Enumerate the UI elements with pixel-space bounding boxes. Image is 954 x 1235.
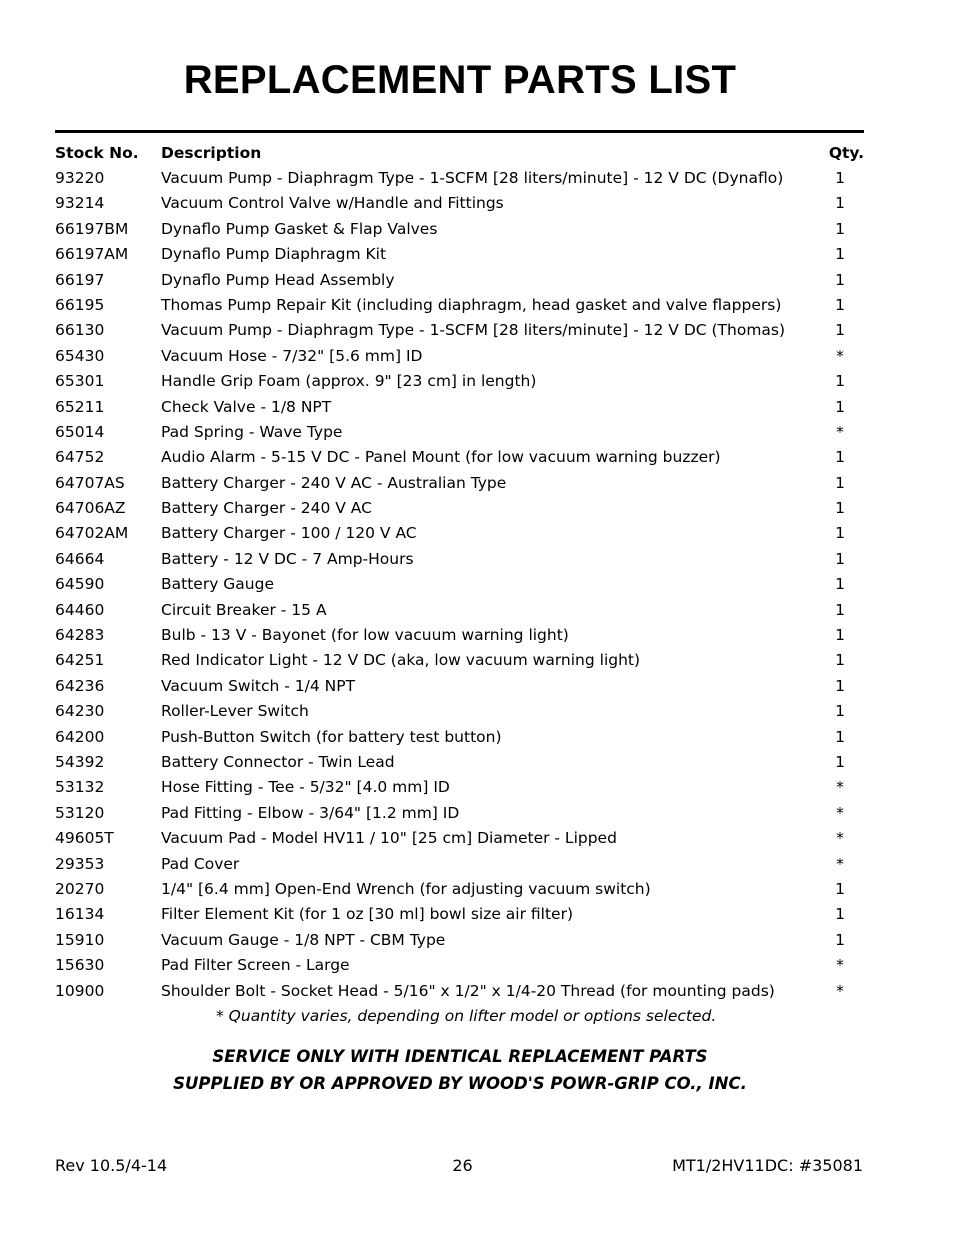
stock-no-cell: 65014	[55, 422, 105, 441]
description-cell: Dynaflo Pump Gasket & Flap Valves	[161, 219, 438, 238]
qty-cell: 1	[835, 930, 845, 949]
qty-cell: *	[836, 803, 844, 822]
qty-cell: 1	[835, 905, 845, 924]
stock-no-cell: 64752	[55, 448, 105, 467]
stock-no-cell: 64706AZ	[55, 499, 126, 518]
stock-no-cell: 66195	[55, 295, 105, 314]
description-cell: Roller-Lever Switch	[161, 702, 309, 721]
qty-cell: 1	[835, 651, 845, 670]
description-cell: Battery - 12 V DC - 7 Amp-Hours	[161, 549, 414, 568]
description-cell: Pad Cover	[161, 854, 240, 873]
qty-cell: 1	[835, 524, 845, 543]
table-body	[55, 166, 864, 1004]
description-cell: Filter Element Kit (for 1 oz [30 ml] bowl size air filter)	[161, 905, 574, 924]
description-cell: Push-Button Switch (for battery test button)	[161, 727, 502, 746]
stock-no-cell: 93220	[55, 169, 105, 187]
description-cell: 1/4" [6.4 mm] Open-End Wrench (for adjusting vacuum switch)	[161, 879, 651, 898]
stock-no-cell: 66197	[55, 270, 105, 289]
stock-no-cell: 53132	[55, 778, 105, 797]
description-cell: Hose Fitting - Tee - 5/32" [4.0 mm] ID	[161, 778, 450, 797]
description-cell: Thomas Pump Repair Kit (including diaphragm, head gasket and valve flappers)	[161, 295, 782, 314]
stock-no-cell: 65301	[55, 372, 105, 391]
table-row	[55, 369, 864, 394]
qty-cell: 1	[835, 219, 845, 238]
qty-cell: 1	[835, 499, 845, 518]
table-row	[55, 598, 864, 623]
description-cell: Bulb - 13 V - Bayonet (for low vacuum warning light)	[161, 626, 569, 645]
qty-cell: 1	[835, 575, 845, 594]
table-row	[55, 801, 864, 826]
header-qty: Qty.	[828, 144, 864, 162]
table-row	[55, 648, 864, 673]
header-stock-no: Stock No.	[55, 144, 139, 162]
qty-cell: 1	[835, 270, 845, 289]
qty-cell: 1	[835, 879, 845, 898]
description-cell: Dynaflo Pump Head Assembly	[161, 270, 395, 289]
table-row	[55, 293, 864, 318]
revision-label: Rev 10.5/4-14	[55, 1156, 168, 1175]
description-cell: Battery Connector - Twin Lead	[161, 752, 395, 771]
description-cell: Vacuum Control Valve w/Handle and Fittings	[161, 194, 504, 213]
qty-cell: 1	[835, 676, 845, 695]
description-cell: Circuit Breaker - 15 A	[161, 600, 327, 619]
stock-no-cell: 64460	[55, 600, 105, 619]
stock-no-cell: 64702AM	[55, 524, 129, 543]
table-row	[55, 750, 864, 775]
qty-cell: *	[836, 956, 844, 975]
stock-no-cell: 64283	[55, 626, 105, 645]
table-header	[55, 140, 864, 166]
description-cell: Vacuum Switch - 1/4 NPT	[161, 676, 356, 695]
stock-no-cell: 15910	[55, 930, 105, 949]
table-row	[55, 445, 864, 470]
stock-no-cell: 53120	[55, 803, 105, 822]
qty-cell: 1	[835, 473, 845, 492]
stock-no-cell: 65211	[55, 397, 105, 416]
qty-cell: 1	[835, 372, 845, 391]
stock-no-cell: 66197BM	[55, 219, 129, 238]
table-row	[55, 318, 864, 343]
description-cell: Battery Charger - 240 V AC - Australian Type	[161, 473, 507, 492]
qty-cell: 1	[835, 169, 845, 187]
stock-no-cell: 64236	[55, 676, 105, 695]
table-row	[55, 979, 864, 1004]
stock-no-cell: 64200	[55, 727, 105, 746]
table-row	[55, 674, 864, 699]
table-row	[55, 242, 864, 267]
quantity-footnote: * Quantity varies, depending on lifter model or options selected.	[216, 1007, 717, 1025]
stock-no-cell: 15630	[55, 956, 105, 975]
document-id: MT1/2HV11DC: #35081	[672, 1156, 863, 1175]
stock-no-cell: 64251	[55, 651, 105, 670]
header-description: Description	[161, 144, 262, 162]
description-cell: Handle Grip Foam (approx. 9" [23 cm] in length)	[161, 372, 537, 391]
stock-no-cell: 66130	[55, 321, 105, 340]
table-row	[55, 902, 864, 927]
description-cell: Vacuum Hose - 7/32" [5.6 mm] ID	[161, 346, 423, 365]
description-cell: Shoulder Bolt - Socket Head - 5/16" x 1/2" x 1/4-20 Thread (for mounting pads)	[161, 981, 775, 1000]
qty-cell: 1	[835, 448, 845, 467]
page-title: REPLACEMENT PARTS LIST	[183, 58, 737, 102]
description-cell: Audio Alarm - 5-15 V DC - Panel Mount (for low vacuum warning buzzer)	[161, 448, 721, 467]
qty-cell: *	[836, 981, 844, 1000]
description-cell: Pad Spring - Wave Type	[161, 422, 343, 441]
qty-cell: 1	[835, 245, 845, 264]
stock-no-cell: 66197AM	[55, 245, 129, 264]
stock-no-cell: 54392	[55, 752, 105, 771]
stock-no-cell: 64230	[55, 702, 105, 721]
page-number: 26	[452, 1156, 473, 1175]
table-row	[55, 166, 864, 191]
table-row	[55, 547, 864, 572]
table-row	[55, 928, 864, 953]
qty-cell: *	[836, 854, 844, 873]
table-row	[55, 471, 864, 496]
stock-no-cell: 64707AS	[55, 473, 125, 492]
table-row	[55, 852, 864, 877]
qty-cell: 1	[835, 600, 845, 619]
qty-cell: 1	[835, 549, 845, 568]
table-row	[55, 191, 864, 216]
table-row	[55, 953, 864, 978]
qty-cell: 1	[835, 397, 845, 416]
description-cell: Vacuum Gauge - 1/8 NPT - CBM Type	[161, 930, 446, 949]
stock-no-cell: 20270	[55, 879, 105, 898]
description-cell: Battery Gauge	[161, 575, 275, 594]
table-row	[55, 725, 864, 750]
qty-cell: *	[836, 422, 844, 441]
description-cell: Pad Filter Screen - Large	[161, 956, 350, 975]
table-row	[55, 877, 864, 902]
stock-no-cell: 64664	[55, 549, 105, 568]
description-cell: Battery Charger - 240 V AC	[161, 499, 372, 518]
qty-cell: 1	[835, 727, 845, 746]
description-cell: Battery Charger - 100 / 120 V AC	[161, 524, 417, 543]
title-divider	[55, 130, 864, 133]
description-cell: Check Valve - 1/8 NPT	[161, 397, 332, 416]
description-cell: Vacuum Pump - Diaphragm Type - 1-SCFM [28 liters/minute] - 12 V DC (Dynaflo)	[161, 169, 784, 187]
table-row	[55, 699, 864, 724]
description-cell: Red Indicator Light - 12 V DC (aka, low vacuum warning light)	[161, 651, 641, 670]
table-row	[55, 572, 864, 597]
table-row	[55, 268, 864, 293]
description-cell: Vacuum Pump - Diaphragm Type - 1-SCFM [28 liters/minute] - 12 V DC (Thomas)	[161, 321, 786, 340]
stock-no-cell: 29353	[55, 854, 105, 873]
stock-no-cell: 16134	[55, 905, 105, 924]
stock-no-cell: 10900	[55, 981, 105, 1000]
table-row	[55, 344, 864, 369]
table-row	[55, 623, 864, 648]
qty-cell: *	[836, 346, 844, 365]
stock-no-cell: 64590	[55, 575, 105, 594]
table-row	[55, 775, 864, 800]
table-row	[55, 826, 864, 851]
table-row	[55, 420, 864, 445]
qty-cell: 1	[835, 752, 845, 771]
qty-cell: 1	[835, 702, 845, 721]
qty-cell: 1	[835, 626, 845, 645]
description-cell: Vacuum Pad - Model HV11 / 10" [25 cm] Diameter - Lipped	[161, 829, 617, 848]
stock-no-cell: 65430	[55, 346, 105, 365]
stock-no-cell: 49605T	[55, 829, 114, 848]
qty-cell: 1	[835, 295, 845, 314]
table-row	[55, 521, 864, 546]
table-row	[55, 395, 864, 420]
service-notice-line-2: SUPPLIED BY OR APPROVED BY WOOD'S POWR-GRIP CO., INC.	[173, 1074, 747, 1093]
qty-cell: 1	[835, 321, 845, 340]
qty-cell: *	[836, 778, 844, 797]
description-cell: Dynaflo Pump Diaphragm Kit	[161, 245, 387, 264]
table-row	[55, 217, 864, 242]
stock-no-cell: 93214	[55, 194, 105, 213]
parts-table	[55, 140, 864, 1004]
qty-cell: 1	[835, 194, 845, 213]
table-row	[55, 496, 864, 521]
description-cell: Pad Fitting - Elbow - 3/64" [1.2 mm] ID	[161, 803, 460, 822]
service-notice-line-1: SERVICE ONLY WITH IDENTICAL REPLACEMENT PARTS	[212, 1047, 708, 1066]
qty-cell: *	[836, 829, 844, 848]
